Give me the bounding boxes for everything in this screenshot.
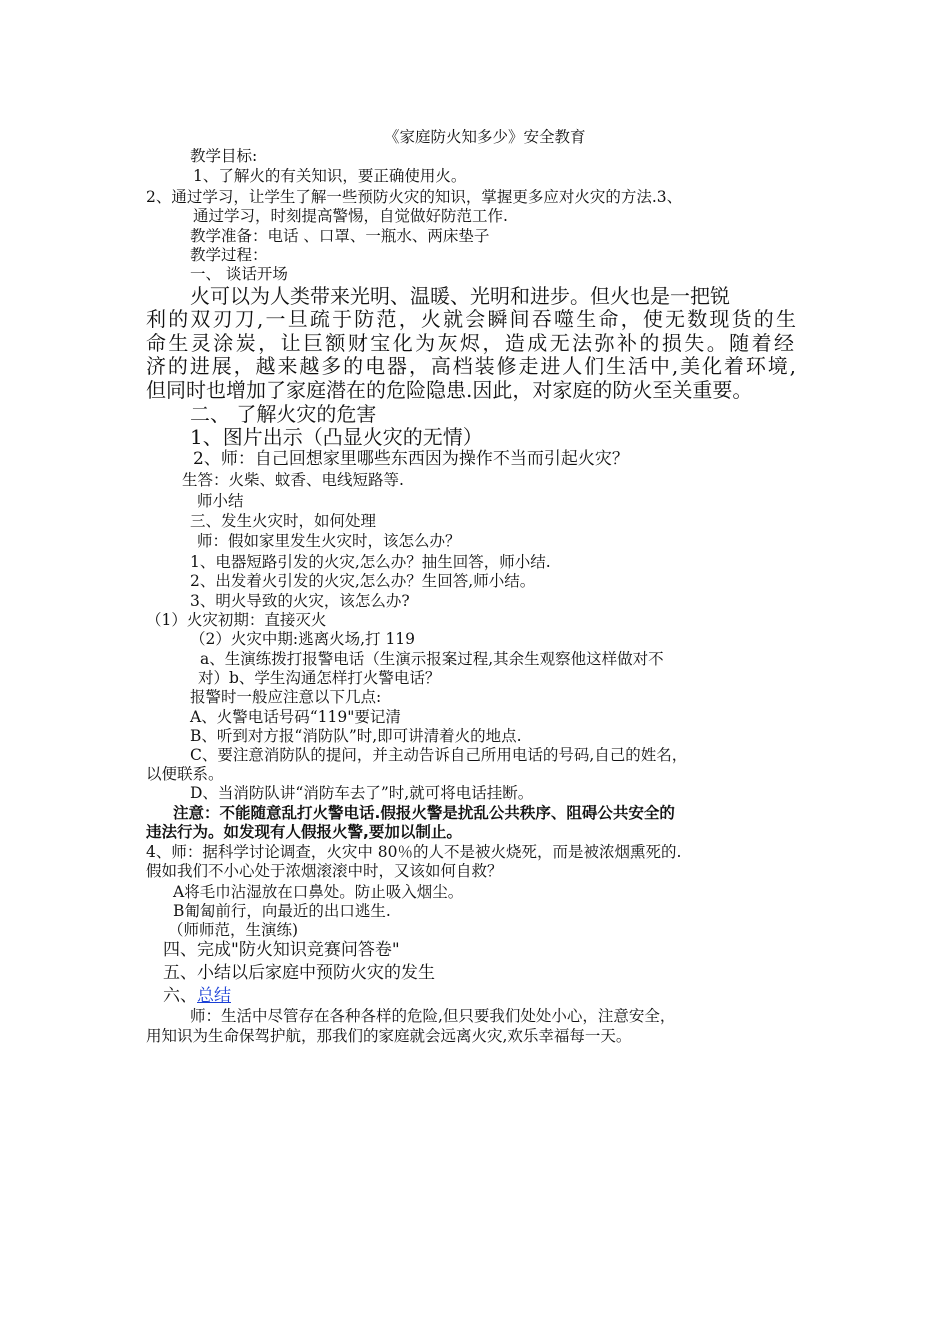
text-line: D、当消防队讲“消防车去了”时,就可将电话挂断。 bbox=[190, 784, 534, 802]
text-line: A将毛巾沾湿放在口鼻处。防止吸入烟尘。 bbox=[173, 883, 464, 901]
warning-note: 违法行为。如发现有人假报火警,要加以制止。 bbox=[146, 823, 462, 841]
paragraph-line: 利的双刃刀,一旦疏于防范，火就会瞬间吞噬生命，使无数现货的生 bbox=[146, 307, 796, 331]
text-line: 师：生活中尽管存在各种各样的危险,但只要我们处处小心，注意安全， bbox=[190, 1007, 676, 1025]
section-heading: 四、完成"防火知识竞赛问答卷" bbox=[163, 940, 400, 960]
text-line: 通过学习，时刻提高警惕，自觉做好防范工作. bbox=[193, 207, 508, 225]
section-heading: 二、 了解火灾的危害 bbox=[190, 402, 377, 426]
text-line: 1、电器短路引发的火灾,怎么办？抽生回答，师小结. bbox=[190, 553, 551, 571]
paragraph-line: 命生灵涂炭，让巨额财宝化为灰烬，造成无法弥补的损失。随着经 bbox=[146, 331, 794, 355]
text-line: （师师范，生演练) bbox=[168, 921, 299, 939]
text-line: 4、师：据科学讨论调查，火灾中 80％的人不是被火烧死，而是被浓烟熏死的. bbox=[146, 843, 682, 861]
section-heading bbox=[163, 985, 231, 1007]
summary-link[interactable]: 总结 bbox=[197, 986, 231, 1006]
text-line: 师小结 bbox=[197, 492, 244, 510]
text-line: （1）火灾初期：直接灭火 bbox=[146, 611, 327, 629]
text-line: 生答：火柴、蚊香、电线短路等. bbox=[182, 471, 404, 489]
text-line: A、火警电话号码“119"要记清 bbox=[190, 708, 401, 726]
text-line: 1、图片出示（凸显火灾的无情） bbox=[190, 425, 483, 449]
text-line: C、要注意消防队的提问，并主动告诉自己所用电话的号码,自己的姓名， bbox=[190, 746, 688, 764]
warning-note: 注意：不能随意乱打火警电话.假报火警是扰乱公共秩序、阻碍公共安全的 bbox=[173, 804, 675, 822]
text-line: a、生演练拨打报警电话（生演示报案过程,其余生观察他这样做对不 bbox=[200, 650, 664, 668]
section-heading: 三、发生火灾时，如何处理 bbox=[190, 512, 377, 530]
text-line: 2、通过学习，让学生了解一些预防火灾的知识，掌握更多应对火灾的方法.3、 bbox=[146, 188, 683, 206]
document-title: 《家庭防火知多少》安全教育 bbox=[384, 128, 586, 146]
text-line: 教学目标: bbox=[190, 147, 258, 165]
text-line: 师：假如家里发生火灾时，该怎么办？ bbox=[197, 532, 461, 550]
text-line: 假如我们不小心处于浓烟滚滚中时，又该如何自救？ bbox=[146, 862, 503, 880]
text-line: 3、明火导致的火灾，该怎么办? bbox=[190, 592, 410, 610]
section-heading: 五、小结以后家庭中预防火灾的发生 bbox=[163, 963, 435, 983]
text-line: 对）b、学生沟通怎样打火警电话？ bbox=[198, 669, 441, 687]
paragraph-line: 但同时也增加了家庭潜在的危险隐患.因此，对家庭的防火至关重要。 bbox=[146, 378, 753, 402]
text-line: 用知识为生命保驾护航，那我们的家庭就会远离火灾,欢乐幸福每一天。 bbox=[146, 1027, 632, 1045]
text-line: 2、出发着火引发的火灾,怎么办？生回答,师小结。 bbox=[190, 572, 536, 590]
text-line: 1、了解火的有关知识，要正确使用火。 bbox=[193, 167, 467, 185]
paragraph-line: 火可以为人类带来光明、温暖、光明和进步。但火也是一把锐 bbox=[190, 284, 730, 308]
text-line: （2）火灾中期:逃离火场,打 119 bbox=[190, 630, 416, 648]
section-label: 六、 bbox=[163, 986, 197, 1006]
text-line: 报警时一般应注意以下几点: bbox=[190, 688, 382, 706]
section-heading: 一、 谈话开场 bbox=[190, 265, 288, 283]
text-line: B匍匐前行，向最近的出口逃生. bbox=[173, 902, 391, 920]
text-line: B、听到对方报“消防队”时,即可讲清着火的地点. bbox=[190, 727, 522, 745]
text-line: 以便联系。 bbox=[146, 765, 224, 783]
text-line: 2、师：自己回想家里哪些东西因为操作不当而引起火灾？ bbox=[193, 449, 629, 469]
text-line: 教学过程： bbox=[190, 246, 268, 264]
text-line: 教学准备：电话 、口罩、一瓶水、两床垫子 bbox=[190, 227, 490, 245]
paragraph-line: 济的进展，越来越多的电器，高档装修走进人们生活中,美化着环境, bbox=[146, 354, 796, 378]
